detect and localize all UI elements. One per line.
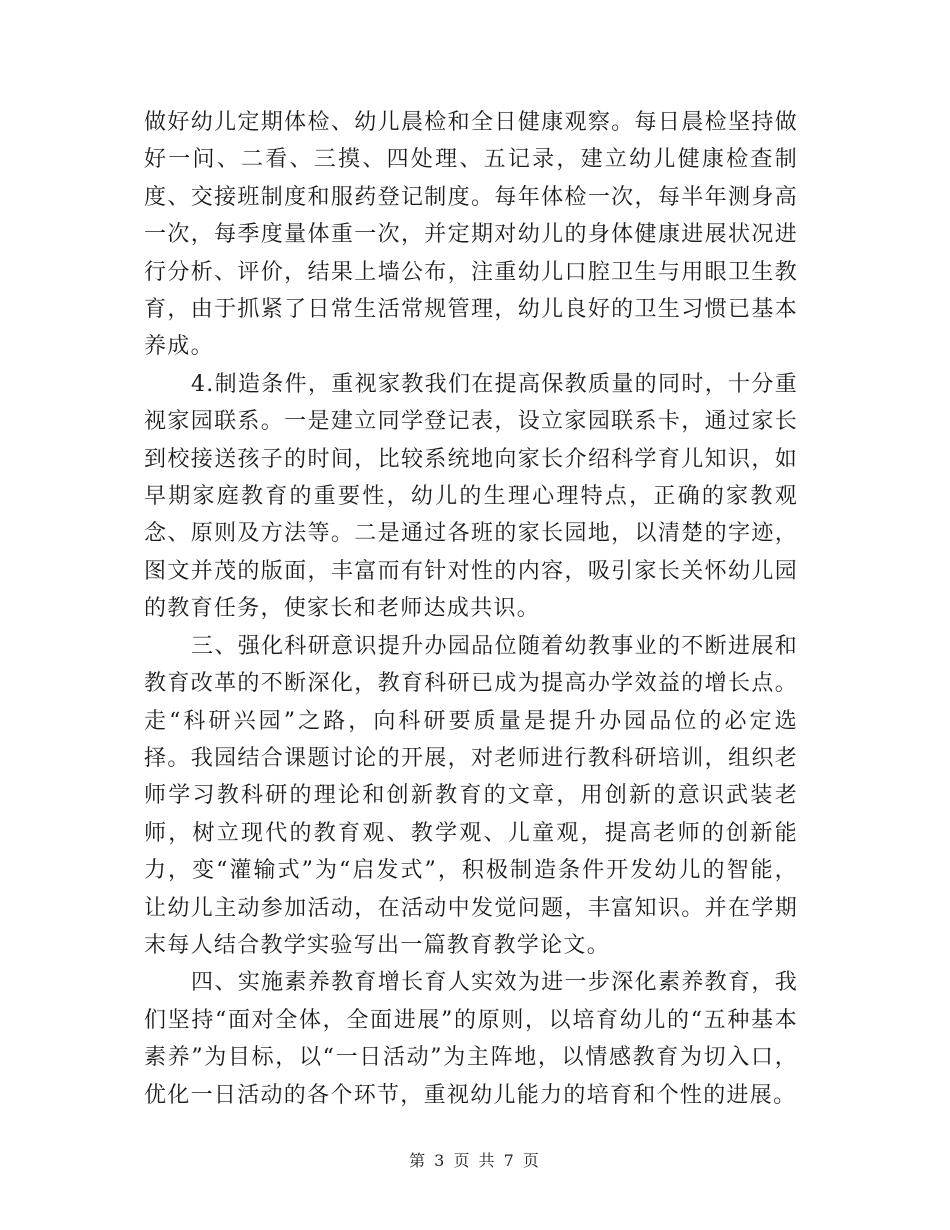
paragraph-health-checks: 做好幼儿定期体检、幼儿晨检和全日健康观察。每日晨检坚持做好一问、二看、三摸、四处理、五记录，建立幼儿健康检查制度、交接班制度和服药登记制度。每年体检一次，每半年测身高一次，每季度量体重一次，并定期对幼儿的身体健康进展状况进行分析、评价，结果上墙公布，注重幼儿口腔卫生与用眼卫生教育，由于抓紧了日常生活常规管理，幼儿良好的卫生习惯已基本养成。	[144, 110, 798, 360]
paragraph-quality-education: 四、实施素养教育增长育人实效为进一步深化素养教育，我们坚持“面对全体，全面进展”的原则，以培育幼儿的“五种基本素养”为目标，以“一日活动”为主阵地，以情感教育为切入口，优化一日活动的各个环节，重视幼儿能力的培育和个性的进展。	[144, 970, 798, 1108]
paragraph-home-education: 4.制造条件，重视家教我们在提高保教质量的同时，十分重视家园联系。一是建立同学登记表，设立家园联系卡，通过家长到校接送孩子的时间，比较系统地向家长介绍科学育儿知识，如早期家庭教育的重要性，幼儿的生理心理特点，正确的家教观念、原则及方法等。二是通过各班的家长园地，以清楚的字迹，图文并茂的版面，丰富而有针对性的内容，吸引家长关怀幼儿园的教育任务，使家长和老师达成共识。	[144, 371, 798, 622]
paragraph-research-awareness: 三、强化科研意识提升办园品位随着幼教事业的不断进展和教育改革的不断深化，教育科研已成为提高办学效益的增长点。走“科研兴园”之路，向科研要质量是提升办园品位的必定选择。我园结合课题讨论的开展，对老师进行教科研培训，组织老师学习教科研的理论和创新教育的文章，用创新的意识武装老师，树立现代的教育观、教学观、儿童观，提高老师的创新能力，变“灌输式”为“启发式”，积极制造条件开发幼儿的智能，让幼儿主动参加活动，在活动中发觉问题，丰富知识。并在学期末每人结合教学实验写出一篇教育教学论文。	[144, 633, 798, 958]
document-body	[144, 104, 798, 1114]
page-number-footer: 第 3 页 共 7 页	[409, 1151, 541, 1170]
